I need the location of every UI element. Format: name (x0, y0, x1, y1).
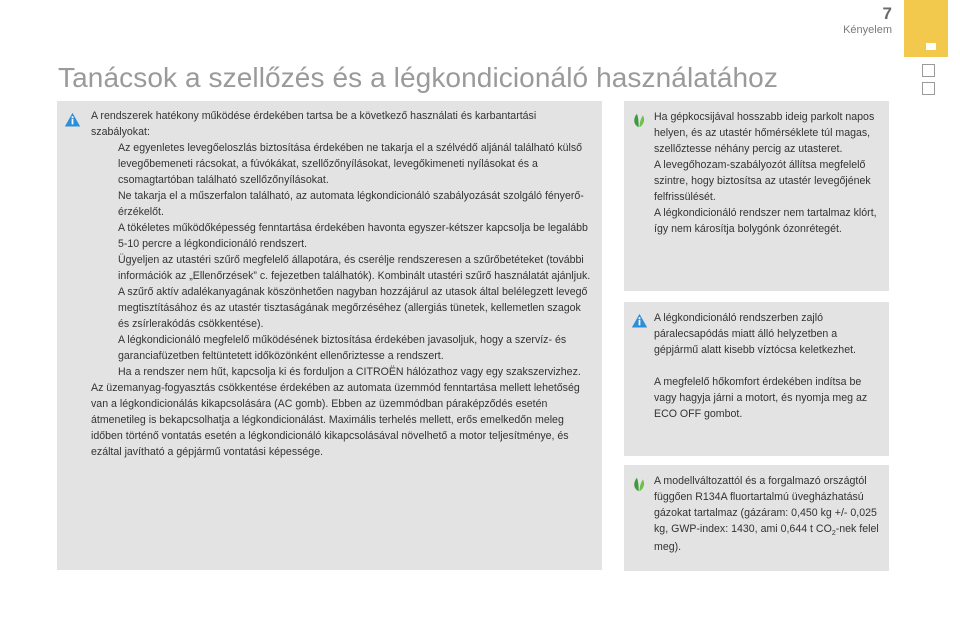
maintenance-tips-text (91, 108, 591, 460)
closing-text: Az üzemanyag-fogyasztás csökkentése érdekében az automata üzemmód fenntartása mellett lehetőség van a légkondicionálás kikapcsolására (AC gomb). Ebben az üzemmódban páraképződés esetén átmenetileg is bekapcsolhatja a légkondicionálást. Maximális terhelés mellett, erős emelkedőn meleg időben történő vontatás esetén a légkondicionáló kikapcsolásával növelhető a motor teljesítménye, és ezáltal javítható a gépjármű vontatási képessége. (91, 382, 580, 458)
list-item: A légkondicionáló megfelelő működésének biztosítása érdekében javasoljuk, hogy a szervíz- és garanciafüzetben feltüntetett időközönként ellenőriztesse a rendszert. (118, 334, 567, 362)
info-icon (64, 112, 81, 129)
list-item: Ne takarja el a műszerfalon található, az automata légkondicionáló szabályozását szolgáló fényerő-érzékelőt. (118, 190, 584, 218)
maintenance-tips-panel (57, 101, 602, 570)
co2-subscript: 2 (831, 530, 836, 537)
chapter-tab-active[interactable] (904, 0, 948, 57)
condensation-info-panel (624, 302, 889, 456)
eco-tips-panel (624, 101, 889, 291)
refrigerant-info-text: A modellváltozattól és a forgalmazó országtól függően R134A fluortartalmú üvegházhatású gázokat tartalmaz (gázáram: 0,450 kg +/- 0,025 kg, GWP-index: 1430, ami 0,644 t $CO_2$-nek felel meg). (654, 475, 879, 553)
leaf-eco-icon (631, 112, 648, 129)
eco-tips-text: Ha gépkocsijával hosszabb ideig parkolt napos helyen, és az utastér hőmérséklete túl magas, szellőztesse néhány percig az utasteret. A levegőhozam-szabályozót állítsa megfelelő szintre, hogy biztosítsa az utastér levegőjének felfrissülését. A légkondicionáló rendszer nem tartalmaz klórt, így nem károsítja bolygónk ózonrétegét. (654, 111, 877, 235)
chapter-tab-2[interactable] (922, 82, 935, 95)
list-item: Ügyeljen az utastéri szűrő megfelelő állapotára, és cserélje rendszeresen a szűrőbetéteket (további információk az „Ellenőrzések” c. fejezetben találhatók). Kombinált utastéri szűrő használatát ajánljuk. A szűrő aktív adalékanyagának köszönhetően nagyban hozzájárul az utasok által belélegzett levegő megtisztításához és az utastér tisztaságának megőrzéséhez (allergiás tünetek, kellemetlen szagok és zsírlerakódás csökkentése). (118, 254, 591, 330)
intro-text: A rendszerek hatékony működése érdekében tartsa be a következő használati és karbantartási szabályokat: (91, 110, 537, 138)
list-item: Ha a rendszer nem hűt, kapcsolja ki és forduljon a CITROËN hálózathoz vagy egy szakszervizhez. (118, 366, 581, 378)
list-item: Az egyenletes levegőeloszlás biztosítása érdekében ne takarja el a szélvédő aljánál található külső levegőbemeneti rácsokat, a fúvókákat, szellőzőnyílásokat, levegőkimeneti nyílásokat és a csomagtartóban található szellőzőnyílásokat. (118, 142, 583, 186)
refrigerant-info-panel (624, 465, 889, 571)
section-label: Kényelem (843, 24, 892, 36)
tab-marker (926, 43, 936, 50)
chapter-tab-1[interactable] (922, 64, 935, 77)
info-icon (631, 313, 648, 330)
list-item: A tökéletes működőképesség fenntartása érdekében havonta egyszer-kétszer kapcsolja be legalább 5-10 percre a légkondicionáló rendszert. (118, 222, 588, 250)
leaf-eco-icon (631, 476, 648, 493)
page-number: 7 (882, 4, 892, 23)
page-title: Tanácsok a szellőzés és a légkondicionáló használatához (58, 62, 778, 93)
condensation-info-text: A légkondicionáló rendszerben zajló páralecsapódás miatt álló helyzetben a gépjármű alatt kisebb víztócsa keletkezhet. A megfelelő hőkomfort érdekében indítsa be vagy hagyja járni a motort, és nyomja meg az ECO OFF gombot. (654, 312, 868, 420)
